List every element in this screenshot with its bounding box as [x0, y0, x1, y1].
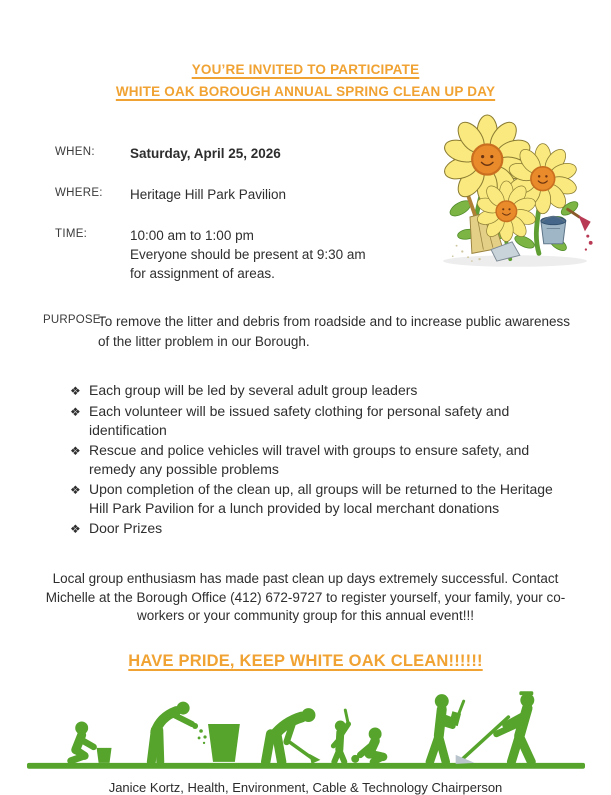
- time-line-1: 10:00 am to 1:00 pm: [130, 228, 254, 243]
- sunflowers-clipart-image: [424, 114, 606, 274]
- bullet-text: Each volunteer will be issued safety clothing for personal safety and identification: [89, 402, 510, 438]
- cleanup-illustration-wrap: [0, 684, 611, 774]
- diamond-bullet-icon: ❖: [70, 384, 81, 398]
- diamond-bullet-icon: ❖: [70, 443, 81, 458]
- diamond-bullet-icon: ❖: [70, 404, 81, 419]
- time-value: [130, 226, 366, 283]
- bullet-text: Each group will be led by several adult group leaders: [89, 382, 418, 398]
- headline-line-1: YOU’RE INVITED TO PARTICIPATE: [191, 62, 420, 77]
- closing-paragraph: Local group enthusiasm has made past clean up days extremely successful. Contact Michelle at the Borough Office (412) 672-9727 to register yourself, your family, your co-workers or your community group for this annual event!!!: [45, 571, 566, 623]
- bullet-item: [70, 480, 611, 519]
- slogan: HAVE PRIDE, KEEP WHITE OAK CLEAN!!!!!!: [128, 651, 483, 670]
- where-label: WHERE:: [55, 187, 103, 199]
- time-label: TIME:: [55, 228, 88, 240]
- bullet-text: Upon completion of the clean up, all groups will be returned to the Heritage Hill Park Pavilion for a lunch provided by local merchant donations: [89, 480, 553, 516]
- bullet-item: [70, 519, 611, 540]
- diamond-bullet-icon: ❖: [70, 482, 81, 497]
- bullet-text: Rescue and police vehicles will travel with groups to ensure safety, and remedy any possible problems: [89, 441, 530, 477]
- bullet-text: Door Prizes: [89, 519, 163, 536]
- bullet-item: [70, 441, 611, 480]
- when-label: WHEN:: [55, 146, 95, 158]
- bullet-item: [70, 381, 611, 402]
- footer-credit: Janice Kortz, Health, Environment, Cable & Technology Chairperson: [108, 779, 503, 795]
- time-line-3: for assignment of areas.: [130, 266, 275, 281]
- time-line-2: Everyone should be present at 9:30 am: [130, 247, 366, 262]
- purpose-row: [43, 312, 611, 352]
- bullet-list: [70, 381, 611, 539]
- diamond-bullet-icon: ❖: [70, 521, 81, 536]
- headline: [0, 0, 611, 103]
- where-value: Heritage Hill Park Pavilion: [130, 187, 287, 202]
- purpose-label: PURPOSE:: [43, 314, 105, 326]
- cleanup-people-image: [25, 684, 587, 774]
- purpose-text: To remove the litter and debris from roadside and to increase public awareness of the litter problem in our Borough.: [98, 314, 570, 349]
- bullet-item: [70, 402, 611, 441]
- headline-line-2: WHITE OAK BOROUGH ANNUAL SPRING CLEAN UP DAY: [115, 84, 496, 99]
- when-value: Saturday, April 25, 2026: [130, 146, 281, 161]
